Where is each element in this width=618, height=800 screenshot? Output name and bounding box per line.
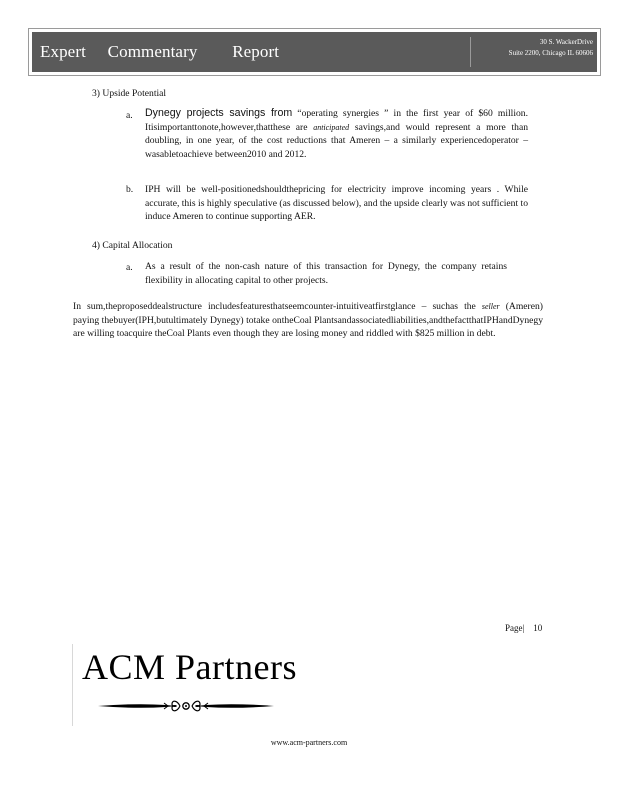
text-segment: “operating synergies ” in the first year of $60 million. Itisimportanttonote,however,thatthese are: [145, 108, 528, 133]
logo-divider: [72, 644, 73, 726]
item-letter: a.: [126, 262, 133, 273]
header-bar: [32, 32, 597, 72]
address-line-1: 30 S. WackerDrive: [539, 38, 593, 46]
item-letter: b.: [126, 184, 134, 195]
page-label: Page|: [505, 623, 525, 633]
address-line-2: Suite 2200, Chicago IL 60606: [508, 49, 593, 57]
lead-phrase: Dynegy projects savings from: [145, 107, 293, 119]
report-header: [28, 28, 601, 76]
paragraph-iph-position: IPH will be well-positionedshouldthepricing for electricity improve incoming years . While accurate, this is highly speculative (as discussed below), and the upside clearly was not sufficient to induce Ameren to continue supporting AER.: [145, 184, 528, 223]
page-value: 10: [533, 623, 543, 633]
company-logo: ACM Partners: [82, 647, 297, 687]
page-number: [505, 623, 542, 633]
section-heading-capital: 4) Capital Allocation: [92, 240, 173, 251]
italic-term: seller: [481, 302, 500, 311]
text-segment: savings,and would represent a more than doubling, in one year, of the cost reductions that Ameren – a similarly experiencedoperator – wasabletoachieve between2010 and 2012.: [145, 121, 528, 160]
item-letter: a.: [126, 110, 133, 121]
text-segment: (Ameren) paying thebuyer(IPH,butultimately Dynegy) totake ontheCoal Plantsandassociatedliabilities,andthefactthatIPHandDynegy are willing toacquire theCoal Plants even though they are losing money and riddled with $825 million in debt.: [73, 301, 544, 340]
paragraph-synergies: [145, 107, 528, 161]
address-block: [470, 37, 593, 67]
text-segment: In sum,theproposeddealstructure includesfeaturesthatseemcounter-intuitiveatfirstglance – suchas the: [73, 301, 482, 312]
summary-paragraph: [73, 300, 543, 341]
footer-website: www.acm-partners.com: [270, 738, 348, 747]
report-title: Expert Commentary Report: [40, 42, 280, 61]
scroll-ornament-icon: [96, 694, 276, 718]
italic-term: anticipated: [313, 122, 350, 132]
section-heading-upside: 3) Upside Potential: [92, 88, 167, 99]
paragraph-capital: As a result of the non-cash nature of this transaction for Dynegy, the company retains flexibility in allocating capital to other projects.: [145, 261, 507, 286]
